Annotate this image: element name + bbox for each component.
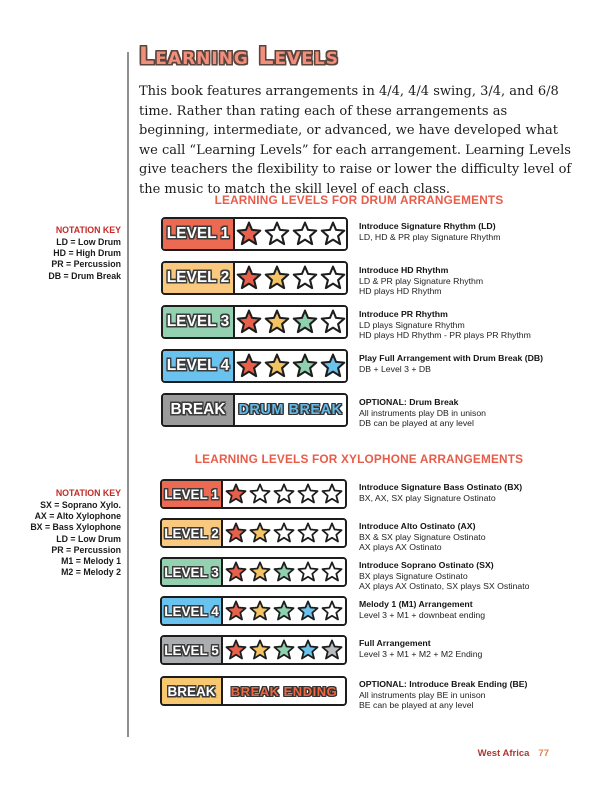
level-description-line: All instruments play BE in unison xyxy=(359,689,486,700)
star-icon xyxy=(292,265,318,291)
break-row xyxy=(161,393,348,427)
star-icon xyxy=(320,309,346,335)
star-rating xyxy=(223,598,345,624)
star-icon xyxy=(297,639,319,661)
level-badge xyxy=(162,559,223,585)
star-rating xyxy=(235,351,346,381)
level-description xyxy=(359,638,591,659)
star-icon xyxy=(297,522,319,544)
break-label: BREAK ENDING xyxy=(230,683,338,699)
notation-key-entry: LD = Low Drum xyxy=(56,533,121,544)
star-icon xyxy=(264,265,290,291)
intro-paragraph: This book features arrangements in 4/4, 4/4 swing, 3/4, and 6/8 time. Rather than rating each of these arrangements as beginning, intermediate, or advanced, we have developed what we call “Learning Levels” for each arrangement. Learning Levels give teachers the flexibility to raise or lower the difficulty level of the music to match the skill level of each class. xyxy=(139,84,572,197)
break-row xyxy=(160,676,347,706)
star-rating xyxy=(235,219,346,249)
star-icon xyxy=(249,483,271,505)
star-icon xyxy=(225,561,247,583)
level-row xyxy=(161,217,348,251)
level-description-line: AX plays AX Ostinato, SX plays SX Ostinato xyxy=(359,581,530,592)
star-icon xyxy=(297,483,319,505)
level-row xyxy=(161,305,348,339)
level-description-line: LD plays Signature Rhythm xyxy=(359,319,465,330)
level-description xyxy=(359,309,591,341)
star-icon xyxy=(320,221,346,247)
notation-key-entry: LD = Low Drum xyxy=(56,237,121,247)
level-badge xyxy=(162,598,223,624)
star-rating xyxy=(235,307,346,337)
level-description-title: Introduce Signature Rhythm (LD) xyxy=(359,221,496,231)
level-badge xyxy=(163,263,235,293)
level-description-title: Introduce Signature Bass Ostinato (BX) xyxy=(359,482,523,492)
star-rating xyxy=(223,520,345,546)
level-description-line: DB + Level 3 + DB xyxy=(359,363,431,374)
footer-page-number: 77 xyxy=(538,748,549,759)
level-description-title: Introduce HD Rhythm xyxy=(359,265,449,275)
drum-section-heading: LEARNING LEVELS FOR DRUM ARRANGEMENTS xyxy=(214,193,504,207)
level-description-title: Introduce PR Rhythm xyxy=(359,309,448,319)
star-icon xyxy=(236,221,262,247)
star-icon xyxy=(264,309,290,335)
break-badge-label: BREAK xyxy=(167,683,216,699)
notation-key-entry: M2 = Melody 2 xyxy=(61,567,121,578)
level-description-line: Level 3 + M1 + downbeat ending xyxy=(359,609,486,620)
star-icon xyxy=(321,561,343,583)
level-badge xyxy=(163,307,235,337)
star-icon xyxy=(249,561,271,583)
break-label: DRUM BREAK xyxy=(238,402,343,418)
star-rating xyxy=(223,481,345,507)
level-row xyxy=(160,635,347,665)
star-icon xyxy=(321,600,343,622)
level-badge xyxy=(162,637,223,663)
star-icon xyxy=(249,600,271,622)
level-description xyxy=(359,679,591,711)
break-badge-label: BREAK xyxy=(170,401,226,418)
level-description-line: AX plays AX Ostinato xyxy=(359,542,442,553)
notation-key-title: NOTATION KEY xyxy=(55,488,121,498)
notation-key-title: NOTATION KEY xyxy=(55,225,121,235)
star-icon xyxy=(297,600,319,622)
level-description xyxy=(359,560,591,592)
level-description-line: BX, AX, SX play Signature Ostinato xyxy=(359,492,496,503)
level-row xyxy=(160,479,347,509)
star-icon xyxy=(264,221,290,247)
star-icon xyxy=(320,353,346,379)
xylophone-section-heading: LEARNING LEVELS FOR XYLOPHONE ARRANGEMENTS xyxy=(194,452,524,466)
level-description-line: Level 3 + M1 + M2 + M2 Ending xyxy=(359,648,483,659)
break-label-area xyxy=(235,395,346,425)
level-badge-label: LEVEL 3 xyxy=(166,313,230,330)
level-description xyxy=(359,353,591,374)
level-description-line: BX plays Signature Ostinato xyxy=(359,570,468,581)
star-icon xyxy=(225,600,247,622)
page-footer xyxy=(478,748,549,759)
level-description xyxy=(359,482,591,503)
page-title: Learning Levels xyxy=(139,42,339,70)
footer-region-label: West Africa xyxy=(477,748,530,759)
notation-key-entry: DB = Drum Break xyxy=(48,270,121,281)
level-description-title: Full Arrangement xyxy=(359,638,431,648)
level-description xyxy=(359,599,591,620)
level-badge-label: LEVEL 2 xyxy=(166,269,230,286)
level-description-line: LD & PR play Signature Rhythm xyxy=(359,275,484,286)
level-description-title: Play Full Arrangement with Drum Break (DB) xyxy=(359,353,544,363)
star-icon xyxy=(292,221,318,247)
star-icon xyxy=(321,483,343,505)
level-badge-label: LEVEL 2 xyxy=(164,525,219,541)
level-description-line: BX & SX play Signature Ostinato xyxy=(359,531,486,542)
level-badge-label: LEVEL 1 xyxy=(164,486,219,502)
notation-key-entry: PR = Percussion xyxy=(51,259,121,270)
star-icon xyxy=(273,561,295,583)
level-description-line: BE can be played at any level xyxy=(359,700,474,711)
level-description-title: Melody 1 (M1) Arrangement xyxy=(359,599,473,609)
level-description-line: All instruments play DB in unison xyxy=(359,407,486,418)
star-icon xyxy=(297,561,319,583)
level-description-title: Introduce Alto Ostinato (AX) xyxy=(359,521,476,531)
level-description-line: LD, HD & PR play Signature Rhythm xyxy=(359,231,501,242)
notation-key-entry: M1 = Melody 1 xyxy=(61,556,121,567)
level-row xyxy=(161,349,348,383)
star-icon xyxy=(249,639,271,661)
notation-key-entry: HD = High Drum xyxy=(53,248,121,259)
star-icon xyxy=(320,265,346,291)
left-rule-line xyxy=(127,52,129,737)
star-icon xyxy=(273,522,295,544)
level-badge xyxy=(163,351,235,381)
star-icon xyxy=(249,522,271,544)
level-badge-label: LEVEL 4 xyxy=(166,357,230,374)
star-icon xyxy=(292,309,318,335)
star-rating xyxy=(235,263,346,293)
level-description xyxy=(359,265,591,297)
star-icon xyxy=(273,483,295,505)
star-icon xyxy=(225,483,247,505)
star-icon xyxy=(321,639,343,661)
star-icon xyxy=(273,639,295,661)
notation-key-entry: BX = Bass Xylophone xyxy=(30,522,121,533)
break-badge xyxy=(163,395,235,425)
level-badge xyxy=(162,481,223,507)
star-icon xyxy=(321,522,343,544)
level-row xyxy=(160,518,347,548)
star-icon xyxy=(264,353,290,379)
notation-key-entry: PR = Percussion xyxy=(51,544,121,555)
star-icon xyxy=(225,639,247,661)
notation-key-entry: SX = Soprano Xylo. xyxy=(40,500,121,510)
star-icon xyxy=(236,309,262,335)
level-description-title: OPTIONAL: Drum Break xyxy=(359,397,459,407)
star-rating xyxy=(223,559,345,585)
level-description xyxy=(359,397,591,429)
level-description-title: Introduce Soprano Ostinato (SX) xyxy=(359,560,494,570)
level-description xyxy=(359,221,591,242)
drum-notation-key xyxy=(18,225,121,282)
level-row xyxy=(161,261,348,295)
level-badge-label: LEVEL 3 xyxy=(164,564,219,580)
star-icon xyxy=(292,353,318,379)
level-badge xyxy=(162,520,223,546)
star-icon xyxy=(236,353,262,379)
level-badge-label: LEVEL 5 xyxy=(164,642,219,658)
level-badge xyxy=(163,219,235,249)
xylophone-notation-key xyxy=(18,488,121,578)
level-description-line: HD plays HD Rhythm xyxy=(359,286,442,297)
break-badge xyxy=(162,678,223,704)
star-icon xyxy=(236,265,262,291)
notation-key-entry: AX = Alto Xylophone xyxy=(34,511,121,522)
level-description-title: OPTIONAL: Introduce Break Ending (BE) xyxy=(359,679,528,689)
star-rating xyxy=(223,637,345,663)
level-description-line: DB can be played at any level xyxy=(359,418,474,429)
level-row xyxy=(160,557,347,587)
level-description xyxy=(359,521,591,553)
level-row xyxy=(160,596,347,626)
level-description-line: HD plays HD Rhythm - PR plays PR Rhythm xyxy=(359,330,531,341)
level-badge-label: LEVEL 4 xyxy=(164,603,219,619)
star-icon xyxy=(273,600,295,622)
break-label-area xyxy=(223,678,345,704)
star-icon xyxy=(225,522,247,544)
level-badge-label: LEVEL 1 xyxy=(166,225,230,242)
